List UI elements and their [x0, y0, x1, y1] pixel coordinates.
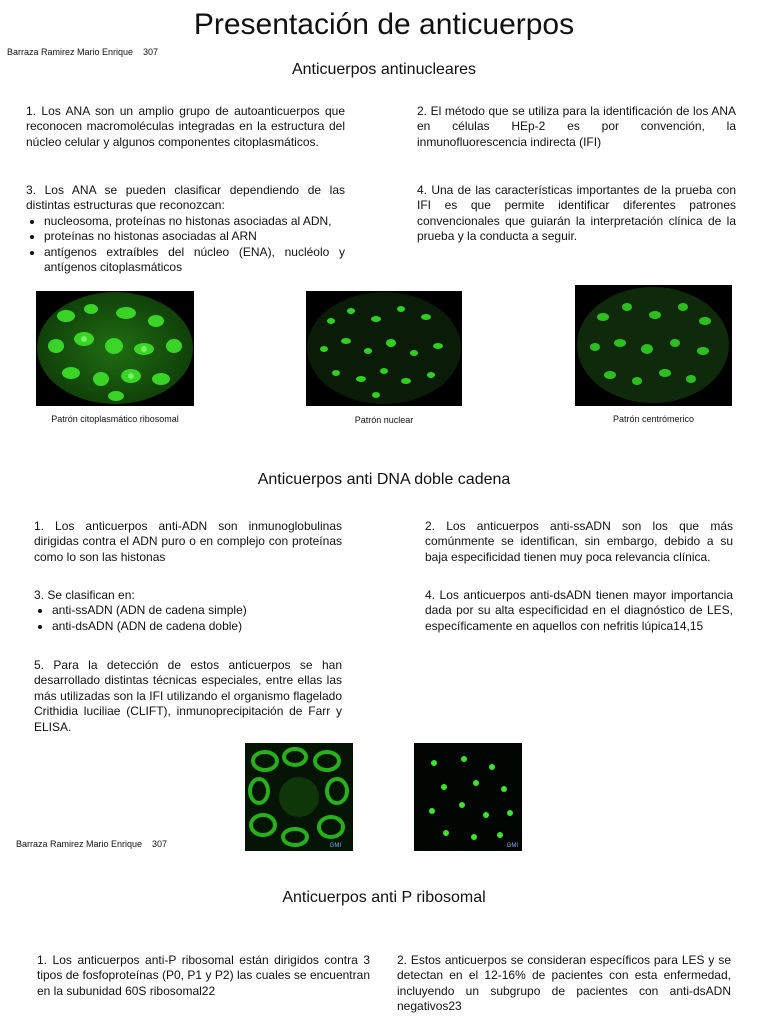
ana-bullet-1: • nucleosoma, proteínas no histonas asociadas al ADN,	[44, 214, 345, 229]
ana-bullet-3: • antígenos extraíbles del núcleo (ENA), nucléolo y antígenos citoplasmáticos	[44, 245, 345, 276]
caption-nuclear: Patrón nuclear	[354, 415, 414, 425]
kidney-tissue-image	[245, 743, 353, 851]
dna-paragraph-4: 4. Los anticuerpos anti-dsADN tienen mayor importancia dada por su alta especificidad en el diagnóstico de LES, específicamente en aquellos con nefritis lúpica14,15	[425, 588, 733, 633]
anti-p-paragraph-1: 1. Los anticuerpos anti-P ribosomal están dirigidos contra 3 tipos de fosfoproteínas (P0, P1 y P2) las cuales se encuentran en la subunidad 60S ribosomal22	[37, 953, 370, 998]
cytoplasmic-ribosomal-pattern-image	[36, 291, 194, 406]
section-heading-anti-p: Anticuerpos anti P ribosomal	[282, 889, 486, 906]
crithidia-image-mark: GMI	[506, 843, 518, 849]
dna-paragraph-2: 2. Los anticuerpos anti-ssADN son los que más comúnmente se identifican, sin embargo, debido a su baja especificidad tienen muy poca relevancia clínica.	[425, 519, 733, 564]
dna-bullet-list	[34, 603, 342, 634]
ana-paragraph-3-text: 3. Los ANA se pueden clasificar dependiendo de las distintas estructuras que reconozcan:	[26, 183, 345, 213]
section-heading-anti-dna: Anticuerpos anti DNA doble cadena	[257, 471, 511, 488]
dna-bullet-1: • anti-ssADN (ADN de cadena simple)	[52, 603, 342, 618]
caption-cytoplasmic-ribosomal: Patrón citoplasmático ribosomal	[51, 414, 179, 424]
page-title: Presentación de anticuerpos	[193, 8, 575, 41]
dna-paragraph-3-text: 3. Se clasifican en:	[34, 588, 135, 602]
ana-paragraph-1: 1. Los ANA son un amplio grupo de autoanticuerpos que reconocen macromoléculas integradas en la estructura del núcleo celular y algunos componentes citoplasmáticos.	[26, 104, 345, 149]
kidney-image-mark: GMI	[329, 843, 341, 849]
ana-paragraph-3	[26, 183, 345, 275]
anti-p-paragraph-2: 2. Estos anticuerpos se consideran específicos para LES y se detectan en el 12-16% de pacientes con esta enfermedad, incluyendo un subgrupo de pacientes con anti-dsADN negativos23	[397, 953, 731, 1014]
section-heading-ana: Anticuerpos antinucleares	[291, 61, 477, 78]
ana-paragraph-4: 4. Una de las características importantes de la prueba con IFI es que permite identificar diferentes patrones convencionales que guiarán la interpretación clínica de la prueba y la conducta a seguir.	[417, 183, 736, 244]
ana-paragraph-2: 2. El método que se utiliza para la identificación de los ANA en células HEp-2 es por convención, la inmunofluorescencia indirecta (IFI)	[417, 104, 736, 149]
crithidia-image	[414, 743, 522, 851]
ana-bullet-list	[26, 214, 345, 276]
author-label: Barraza Ramirez Mario Enrique 307	[7, 47, 159, 57]
dna-paragraph-3	[34, 588, 342, 634]
dna-paragraph-5: 5. Para la detección de estos anticuerpos se han desarrollado distintas técnicas especiales, entre ellas las más utilizadas son la IFI utilizando el organismo flagelado Crithidia luciliae (CLIFT), inmunoprecipitación de Farr y ELISA.	[34, 658, 342, 734]
author-label-footer: Barraza Ramirez Mario Enrique 307	[16, 839, 168, 849]
dna-paragraph-1: 1. Los anticuerpos anti-ADN son inmunoglobulinas dirigidas contra el ADN puro o en complejo con proteínas como lo son las histonas	[34, 519, 342, 564]
ana-bullet-2: • proteínas no histonas asociadas al ARN	[44, 229, 345, 244]
centromeric-pattern-image	[575, 285, 732, 406]
caption-centromeric: Patrón centrómerico	[612, 414, 695, 424]
nuclear-pattern-image	[306, 291, 462, 406]
dna-bullet-2: • anti-dsADN (ADN de cadena doble)	[52, 619, 342, 634]
